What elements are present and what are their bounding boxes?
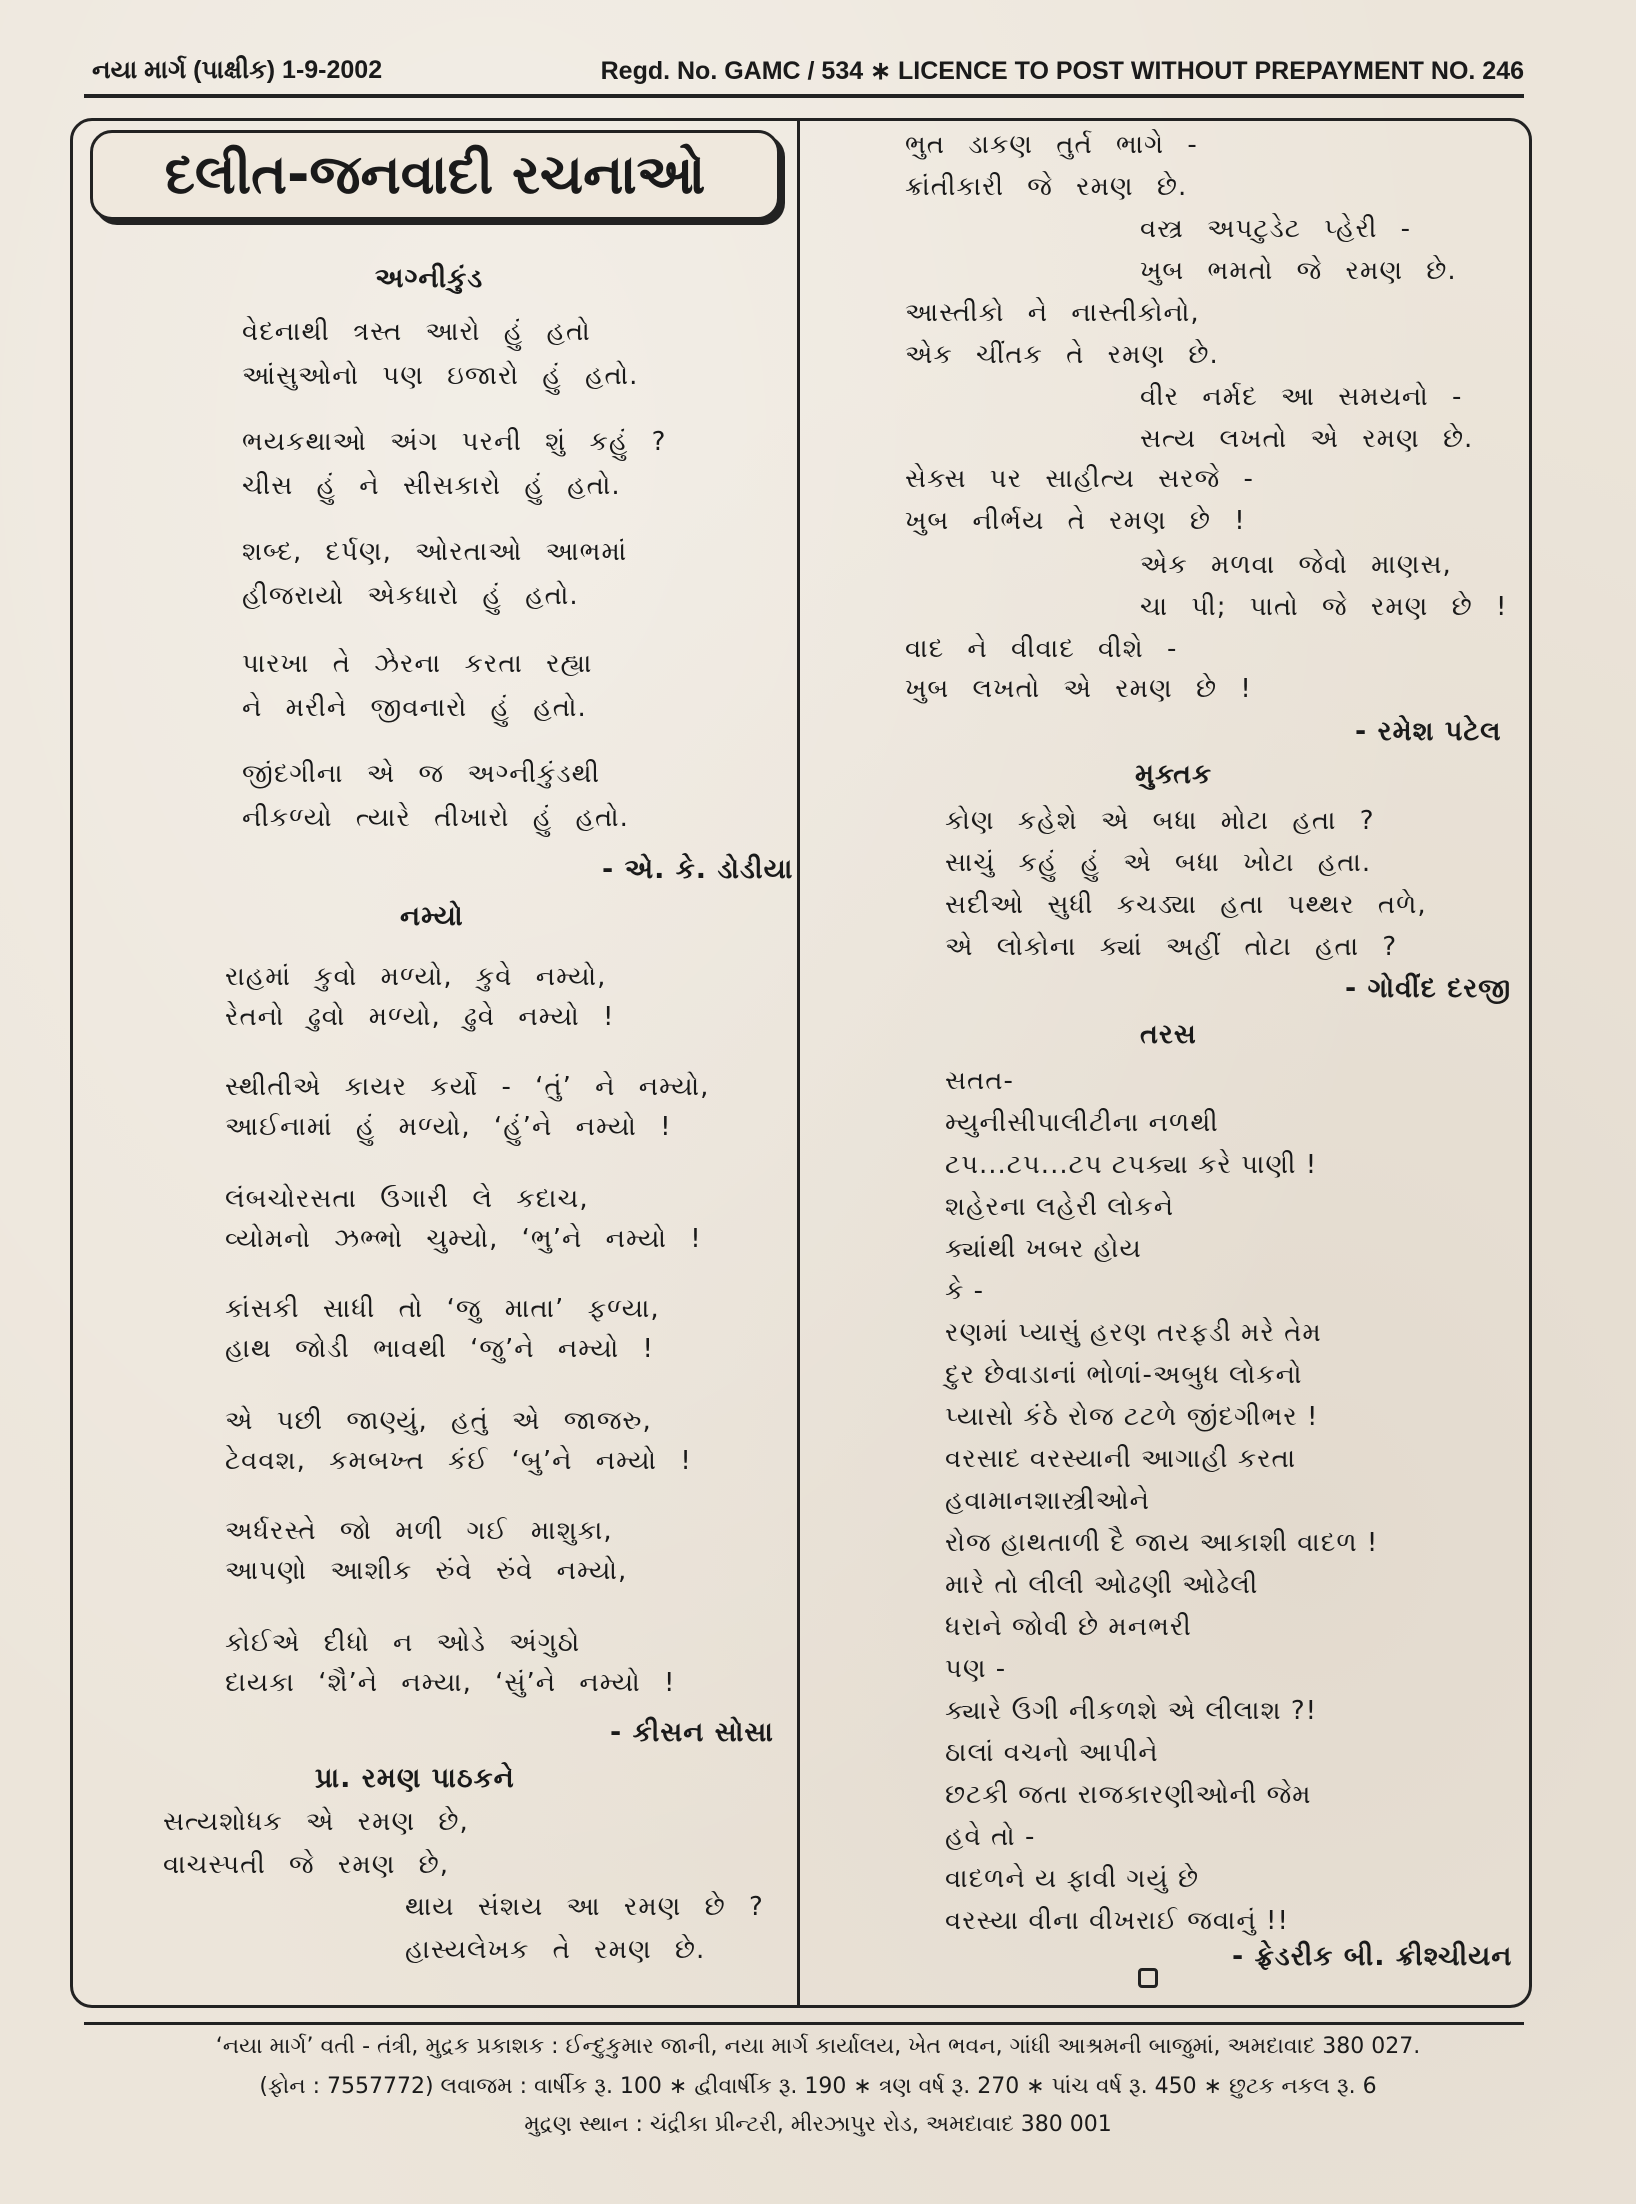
poem-line: હવે તો -	[945, 1822, 1036, 1852]
poem-line: રણમાં પ્યાસું હરણ તરફડી મરે તેમ	[945, 1318, 1322, 1348]
poem-line: દાયકા ‘શૈ’ને નમ્યા, ‘સું’ને નમ્યો !	[225, 1668, 676, 1698]
poem-line: વ્યોમનો ઝભ્ભો ચુમ્યો, ‘ભુ’ને નમ્યો !	[225, 1224, 702, 1254]
poem-title: મુક્તક	[1135, 759, 1213, 790]
poem-author: - રમેશ પટેલ	[1355, 716, 1502, 747]
poem-line: સત્ય લખતો એ રમણ છે.	[1140, 424, 1474, 454]
poem-author: - ફ્રેડરીક બી. ક્રીશ્ચીયન	[1232, 1941, 1513, 1972]
poem-line: કાંસકી સાધી તો ‘જુ માતા’ ફળ્યા,	[225, 1294, 660, 1324]
poem-line: શહેરના લહેરી લોકને	[945, 1192, 1175, 1222]
poem-line: એક મળવા જેવો માણસ,	[1140, 550, 1452, 580]
poem-line: પણ -	[945, 1654, 1007, 1684]
poem-line: ને મરીને જીવનારો હું હતો.	[242, 693, 587, 723]
poem-line: હીજરાયો એકધારો હું હતો.	[242, 581, 579, 611]
poem-line: સ્થીતીએ કાયર કર્યો - ‘તું’ ને નમ્યો,	[225, 1072, 710, 1102]
footer-subscription: (ફોન : 7557772) લવાજમ : વાર્ષીક રૂ. 100 ∗ દ્વીવાર્ષીક રૂ. 190 ∗ ત્રણ વર્ષ રૂ. 270 ∗ પાંચ વર્ષ રૂ. 450 ∗ છુટક નકલ રૂ. 6	[259, 2074, 1377, 2099]
poem-line: આસ્તીકો ને નાસ્તીકોનો,	[905, 298, 1200, 328]
poem-line: સતત-	[945, 1066, 1014, 1096]
poem-line: રાહમાં કુવો મળ્યો, કુવે નમ્યો,	[225, 962, 607, 992]
poem-line: વરસાદ વરસ્યાની આગાહી કરતા	[945, 1444, 1297, 1474]
poem-line: વાદ ને વીવાદ વીશે -	[905, 634, 1178, 664]
poem-line: વરસ્યા વીના વીખરાઈ જવાનું !!	[945, 1906, 1289, 1936]
poem-line: નીકળ્યો ત્યારે તીખારો હું હતો.	[242, 803, 629, 833]
poem-line: કોણ કહેશે એ બધા મોટા હતા ?	[945, 806, 1375, 836]
poem-line: જીંદગીના એ જ અગ્નીકુંડથી	[242, 759, 601, 789]
poem-title: અગ્નીકુંડ	[375, 263, 484, 294]
poem-line: ચા પી; પાતો જે રમણ છે !	[1140, 592, 1508, 622]
poem-line: ચીસ હું ને સીસકારો હું હતો.	[242, 471, 621, 501]
page-title: દલીત-જનવાદી રચનાઓ	[90, 130, 780, 220]
poem-line: ટેવવશ, કમબખ્ત કંઈ ‘બુ’ને નમ્યો !	[225, 1446, 692, 1476]
footer-printer: મુદ્રણ સ્થાન : ચંદ્રીકા પ્રીન્ટરી, મીરઝાપુર રોડ, અમદાવાદ 380 001	[524, 2112, 1112, 2137]
poem-line: અર્ધરસ્તે જો મળી ગઈ માશુકા,	[225, 1516, 613, 1546]
poem-line: ભુત ડાકણ તુર્ત ભાગે -	[905, 130, 1198, 160]
poem-line: ઠાલાં વચનો આપીને	[945, 1738, 1159, 1768]
poem-line: મ્યુનીસીપાલીટીના નળથી	[945, 1108, 1219, 1138]
poem-line: સત્યશોધક એ રમણ છે,	[163, 1807, 469, 1837]
poem-line: પ્યાસો કંઠે રોજ ટટળે જીંદગીભર !	[945, 1402, 1319, 1432]
poem-line: વાચસ્પતી જે રમણ છે,	[163, 1850, 450, 1880]
poem-line: વેદનાથી ત્રસ્ત આરો હું હતો	[242, 317, 591, 347]
poem-author: - ગોવીંદ દરજી	[1345, 973, 1512, 1004]
poem-line: રેતનો ઢુવો મળ્યો, ઢુવે નમ્યો !	[225, 1002, 615, 1032]
poem-line: એક ચીંતક તે રમણ છે.	[905, 340, 1219, 370]
poem-line: એ લોકોના ક્યાં અહીં તોટા હતા ?	[945, 932, 1398, 962]
poem-line: ટપ...ટપ...ટપ ટપક્યા કરે પાણી !	[945, 1150, 1318, 1180]
poem-line: લંબચોરસતા ઉગારી લે કદાચ,	[225, 1184, 589, 1214]
poem-line: કોઈએ દીધો ન ઓડે અંગુઠો	[225, 1628, 581, 1658]
poem-line: ખુબ લખતો એ રમણ છે !	[905, 674, 1252, 704]
poem-line: સદીઓ સુધી કચડ્યા હતા પથ્થર તળે,	[945, 890, 1427, 920]
poem-line: એ પછી જાણ્યું, હતું એ જાજરુ,	[225, 1406, 652, 1436]
poem-line: આઈનામાં હું મળ્યો, ‘હું’ને નમ્યો !	[225, 1112, 672, 1142]
poem-line: દુર છેવાડાનાં ભોળાં-અબુધ લોકનો	[945, 1360, 1303, 1390]
poem-author: - કીસન સોસા	[610, 1717, 774, 1748]
poem-title: નમ્યો	[400, 901, 464, 932]
poem-line: વાદળને ય ફાવી ગયું છે	[945, 1864, 1200, 1894]
poem-line: આપણો આશીક રુંવે રુંવે નમ્યો,	[225, 1556, 628, 1586]
poem-line: વસ્ત્ર અપટુડેટ પ્હેરી -	[1140, 214, 1412, 244]
poem-line: આંસુઓનો પણ ઇજારો હું હતો.	[242, 361, 639, 391]
column-divider	[797, 118, 800, 2008]
footer-publisher: ‘નયા માર્ગ’ વતી - તંત્રી, મુદ્રક પ્રકાશક : ઈન્દુકુમાર જાની, નયા માર્ગ કાર્યાલય, ખેત ભવન, ગાંધી આશ્રમની બાજુમાં, અમદાવાદ 380 027.	[215, 2034, 1421, 2059]
masthead-registration: Regd. No. GAMC / 534 ∗ LICENCE TO POST WITHOUT PREPAYMENT NO. 246	[600, 57, 1524, 85]
poem-title: પ્રા. રમણ પાઠકને	[315, 1763, 515, 1794]
poem-line: કે -	[945, 1276, 985, 1306]
poem-line: ખુબ ભમતો જે રમણ છે.	[1140, 256, 1457, 286]
poem-line: હવામાનશાસ્ત્રીઓને	[945, 1486, 1151, 1516]
poem-line: વીર નર્મદ આ સમયનો -	[1140, 382, 1463, 412]
poem-line: પારખા તે ઝેરના કરતા રહ્યા	[242, 649, 593, 679]
masthead	[84, 52, 1524, 92]
end-mark-icon	[1138, 1968, 1158, 1988]
poem-line: શબ્દ, દર્પણ, ઓરતાઓ આભમાં	[242, 537, 628, 567]
poem-line: ક્યાંથી ખબર હોય	[945, 1234, 1142, 1264]
poem-line: છટકી જતા રાજકારણીઓની જેમ	[945, 1780, 1312, 1810]
footer-rule	[84, 2022, 1524, 2025]
poem-line: થાય સંશય આ રમણ છે ?	[405, 1892, 764, 1922]
header-rule	[84, 94, 1524, 98]
poem-line: ભયકથાઓ અંગ પરની શું કહું ?	[242, 427, 667, 457]
poem-line: સાચું કહું હું એ બધા ખોટા હતા.	[945, 848, 1372, 878]
poem-line: હાથ જોડી ભાવથી ‘જુ’ને નમ્યો !	[225, 1334, 654, 1364]
poem-title: તરસ	[1140, 1019, 1197, 1050]
masthead-date: નયા માર્ગ (પાક્ષીક) 1-9-2002	[92, 56, 383, 84]
poem-line: ક્રાંતીકારી જે રમણ છે.	[905, 172, 1188, 202]
poem-line: ધરાને જોવી છે મનભરી	[945, 1612, 1192, 1642]
poem-line: ક્યારે ઉગી નીકળશે એ લીલાશ ?!	[945, 1696, 1318, 1726]
poem-line: હાસ્યલેખક તે રમણ છે.	[405, 1935, 706, 1965]
poem-line: સેક્સ પર સાહીત્ય સરજે -	[905, 464, 1254, 494]
poem-line: મારે તો લીલી ઓઢણી ઓઢેલી	[945, 1570, 1259, 1600]
poem-author: - એ. કે. ડોડીયા	[602, 854, 794, 885]
poem-line: ખુબ નીર્ભય તે રમણ છે !	[905, 506, 1246, 536]
poem-line: રોજ હાથતાળી દૈ જાય આકાશી વાદળ !	[945, 1528, 1379, 1558]
